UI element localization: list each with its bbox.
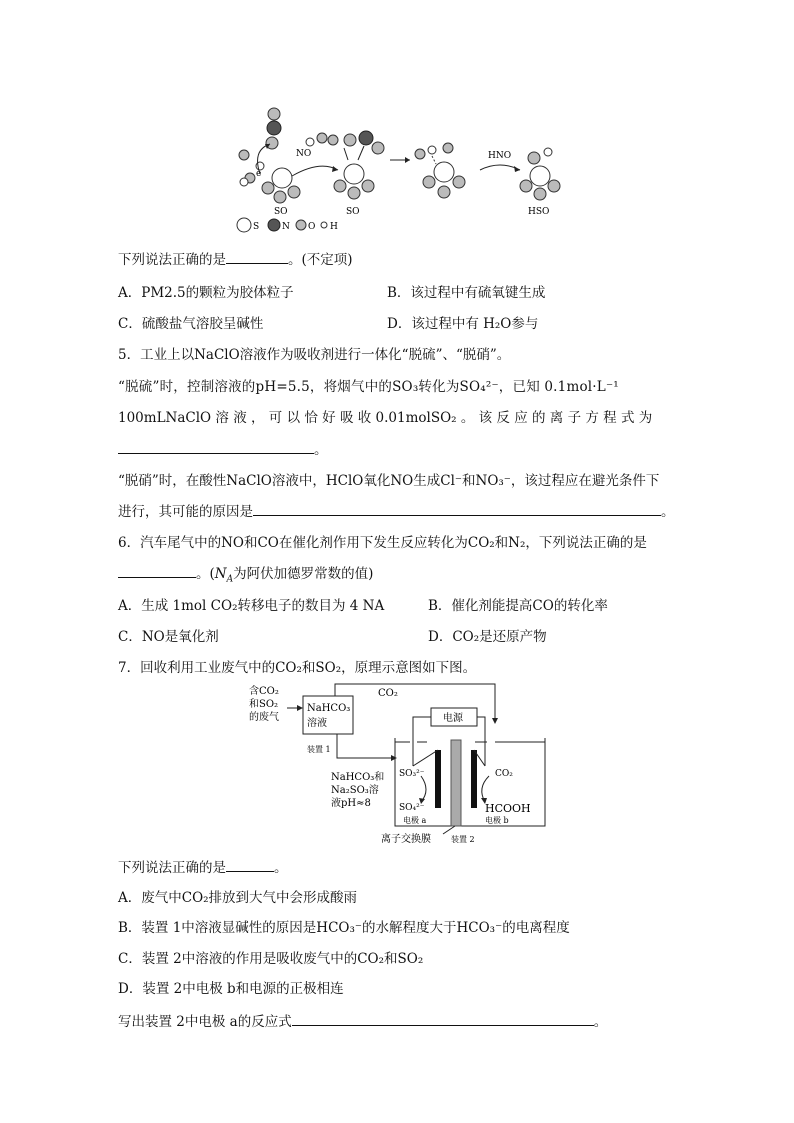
q4-answer-blank[interactable] xyxy=(226,249,288,264)
svg-text:H: H xyxy=(330,222,338,232)
svg-text:溶液: 溶液 xyxy=(307,718,327,729)
svg-text:N: N xyxy=(282,222,290,232)
q6-line2: 。($N_A$为阿伏加德罗常数的值) xyxy=(118,562,373,585)
svg-text:NaHCO₃和: NaHCO₃和 xyxy=(331,772,385,783)
ion-exchange-membrane xyxy=(451,740,461,826)
q7-line1: 7．回收利用工业废气中的CO₂和SO₂，原理示意图如下图。 xyxy=(118,660,477,676)
q7-option-b: B．装置 1中溶液显碱性的原因是HCO₃⁻的水解程度大于HCO₃⁻的电离程度 xyxy=(118,920,570,936)
q7-reaction-blank[interactable] xyxy=(292,1011,594,1026)
q5-line5: “脱硝”时，在酸性NaClO溶液中，HClO氧化NO生成Cl⁻和NO₃⁻，该过程应在避光条件下 xyxy=(118,473,660,489)
reaction-mechanism-diagram xyxy=(230,100,570,240)
svg-text:液pH≈8: 液pH≈8 xyxy=(331,798,371,809)
q4-option-b: B．该过程中有硫氧键生成 xyxy=(387,285,546,301)
q4-option-c: C．硫酸盐气溶胶呈碱性 xyxy=(118,316,264,332)
molecule-hso4-minus xyxy=(520,148,560,200)
co2-top-label: CO₂ xyxy=(378,688,398,699)
waste-gas-label-1: 含CO₂ xyxy=(249,686,279,697)
svg-text:Na₂SO₃溶: Na₂SO₃溶 xyxy=(331,785,379,796)
molecule-so3-minus xyxy=(334,164,374,199)
svg-text:NaHCO₃: NaHCO₃ xyxy=(307,703,351,714)
q4-option-a: A．PM2.5的颗粒为胶体粒子 xyxy=(118,285,294,301)
so3-2minus-label: SO xyxy=(274,207,288,217)
q7-option-a: A．废气中CO₂排放到大气中会形成酸雨 xyxy=(118,890,358,906)
device2-label: 装置 2 xyxy=(451,835,475,844)
so4-label: SO₄²⁻ xyxy=(399,803,425,813)
hcooh-label: HCOOH xyxy=(485,802,531,815)
so3-label: SO₃²⁻ xyxy=(399,769,425,779)
electrode-a xyxy=(435,750,441,808)
q6-answer-blank[interactable] xyxy=(118,563,196,578)
so3-minus-label: SO xyxy=(346,207,360,217)
molecule-intermediate xyxy=(415,143,465,198)
q7-last-line: 写出装置 2中电极 a的反应式 。 xyxy=(118,1010,607,1030)
svg-text:e: e xyxy=(256,169,262,179)
q6-option-a: A．生成 1mol CO₂转移电子的数目为 4 NA xyxy=(118,598,385,614)
q4-stem: 下列说法正确的是 。(不定项) xyxy=(118,248,353,268)
q4-option-d: D．该过程中有 H₂O参与 xyxy=(387,316,539,332)
recycling-apparatus-diagram xyxy=(245,680,555,846)
svg-text:O: O xyxy=(308,222,316,232)
q6-line1: 6．汽车尾气中的NO和CO在催化剂作用下发生反应转化为CO₂和N₂，下列说法正确的是 xyxy=(118,535,647,551)
q5-line1: 5．工业上以NaClO溶液作为吸收剂进行一体化“脱硫”、“脱硝”。 xyxy=(118,347,511,363)
hno2-label: HNO xyxy=(488,151,512,161)
membrane-label: 离子交换膜 xyxy=(381,834,431,845)
svg-text:S: S xyxy=(253,222,260,232)
device1-label: 装置 1 xyxy=(307,745,331,754)
q7-option-d: D．装置 2中电极 b和电源的正极相连 xyxy=(118,981,344,997)
q7-option-c: C．装置 2中溶液的作用是吸收废气中的CO₂和SO₂ xyxy=(118,951,424,967)
q5-line6: 进行，其可能的原因是 。 xyxy=(118,500,675,520)
hso4-label: HSO xyxy=(528,207,550,217)
svg-text:电源: 电源 xyxy=(443,713,463,724)
electrode-b-label: 电极 b xyxy=(485,816,509,825)
q5-line2: “脱硫”时，控制溶液的pH=5.5，将烟气中的SO₃转化为SO₄²⁻，已知 0.1mol·L⁻¹ xyxy=(118,379,619,395)
q5-equation-blank[interactable] xyxy=(118,439,314,454)
q5-line4: 。 xyxy=(118,438,328,458)
q7-answer-blank[interactable] xyxy=(226,857,274,872)
co2-right-label: CO₂ xyxy=(495,769,513,779)
legend xyxy=(237,218,338,232)
q6-option-b: B．催化剂能提高CO的转化率 xyxy=(428,598,608,614)
waste-gas-label-2: 和SO₂ xyxy=(249,699,279,710)
molecule-so3-2minus xyxy=(262,168,300,203)
q5-reason-blank[interactable] xyxy=(253,501,661,516)
waste-gas-label-3: 的废气 xyxy=(249,712,279,723)
electrode-a-label: 电极 a xyxy=(403,816,427,825)
q6-option-d: D．CO₂是还原产物 xyxy=(428,629,547,645)
no2-label: NO xyxy=(296,149,312,159)
q5-line3: 100mLNaClO 溶 液 ， 可 以 恰 好 吸 收 0.01molSO₂ 。 该 反 应 的 离 子 方 程 式 为 xyxy=(118,410,653,426)
electrode-b xyxy=(471,750,477,808)
q6-option-c: C．NO是氧化剂 xyxy=(118,629,219,645)
q7-stem: 下列说法正确的是 。 xyxy=(118,856,288,876)
